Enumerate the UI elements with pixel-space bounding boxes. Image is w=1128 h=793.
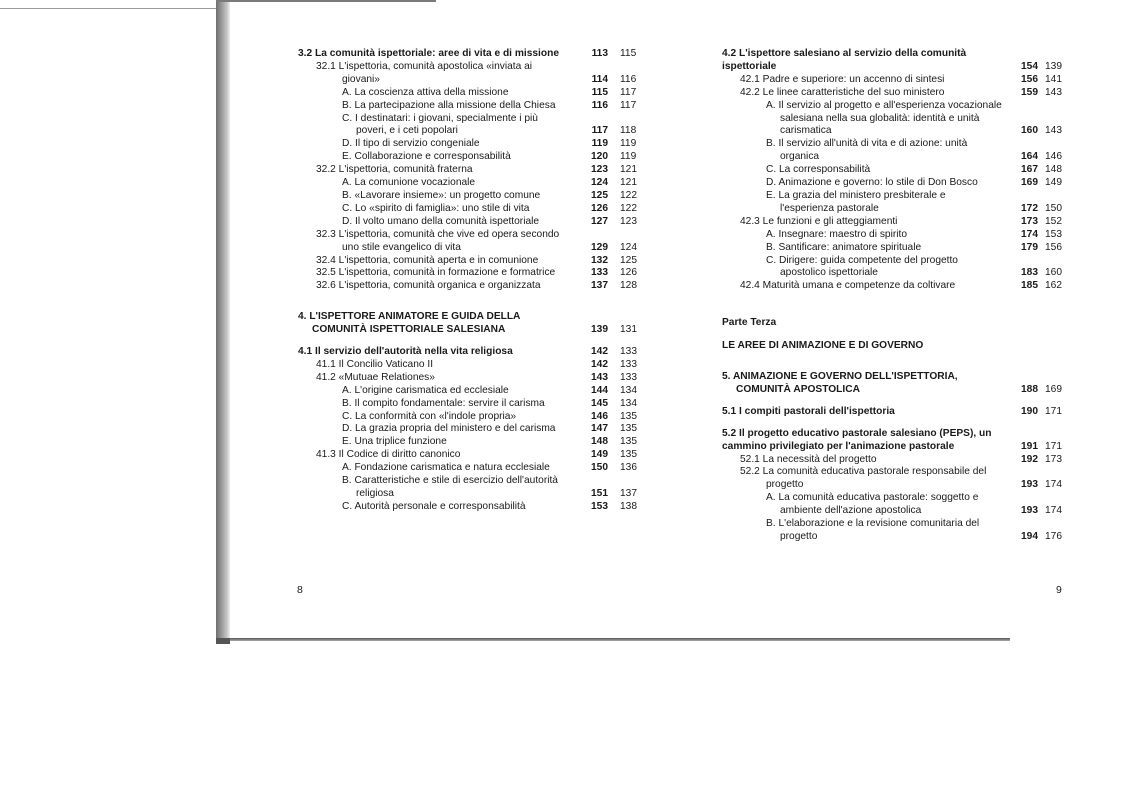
toc-entry xyxy=(298,501,636,514)
toc-entry-title: 52.1 La necessità del progetto xyxy=(740,453,877,465)
toc-original-page-number: 143 xyxy=(1045,86,1062,98)
toc-page-number: 120 xyxy=(591,151,608,163)
toc-original-page-number: 149 xyxy=(1045,177,1062,189)
toc-page-number: 142 xyxy=(591,346,608,358)
scan-edge-line xyxy=(0,8,230,9)
toc-original-page-number: 171 xyxy=(1045,405,1062,417)
toc-original-page-number: 171 xyxy=(1045,440,1062,452)
toc-entry xyxy=(298,398,636,411)
toc-page-number: 183 xyxy=(1021,267,1038,279)
toc-chapter-entry xyxy=(298,311,636,337)
toc-entry-title: 42.3 Le funzioni e gli atteggiamenti xyxy=(740,215,898,227)
toc-entry xyxy=(722,229,1068,242)
toc-entry xyxy=(722,87,1068,100)
toc-original-page-number: 174 xyxy=(1045,479,1062,491)
toc-entry-title: C. La corresponsabilità xyxy=(766,164,871,176)
toc-entry xyxy=(722,177,1068,190)
toc-page-number: 190 xyxy=(1021,405,1038,417)
toc-entry xyxy=(722,74,1068,87)
toc-entry xyxy=(298,229,636,255)
toc-page-number: 116 xyxy=(591,99,608,111)
toc-entry xyxy=(298,216,636,229)
part-title xyxy=(722,340,1068,353)
toc-entry xyxy=(298,462,636,475)
toc-page-number: 185 xyxy=(1021,280,1038,292)
part-label-text: Parte Terza xyxy=(722,317,777,329)
toc-original-page-number: 116 xyxy=(620,73,637,85)
toc-entry xyxy=(298,138,636,151)
toc-page-number: 164 xyxy=(1021,151,1038,163)
toc-original-page-number: 121 xyxy=(620,164,637,176)
toc-page-number: 188 xyxy=(1021,383,1038,395)
toc-page-number: 127 xyxy=(591,215,608,227)
part-label xyxy=(722,317,1068,330)
toc-entry-title: C. Dirigere: guida competente del progetto apostolico ispettoriale xyxy=(766,254,958,279)
toc-entry-title: D. La grazia propria del ministero e del carisma xyxy=(342,423,556,435)
toc-original-page-number: 150 xyxy=(1045,202,1062,214)
toc-original-page-number: 118 xyxy=(620,125,637,137)
toc-entry xyxy=(722,454,1068,467)
toc-entry xyxy=(298,61,636,87)
toc-page-number: 167 xyxy=(1021,164,1038,176)
toc-original-page-number: 135 xyxy=(620,410,637,422)
right-page-toc xyxy=(722,48,1068,544)
toc-page-number: 174 xyxy=(1021,228,1038,240)
toc-entry-title: 32.3 L'ispettoria, comunità che vive ed opera secondo uno stile evangelico di vita xyxy=(316,228,560,253)
toc-entry-title: 32.2 L'ispettoria, comunità fraterna xyxy=(316,164,473,176)
toc-entry-title: D. Il tipo di servizio congeniale xyxy=(342,138,480,150)
toc-entry-title: 41.1 Il Concilio Vaticano II xyxy=(316,358,434,370)
toc-original-page-number: 135 xyxy=(620,423,637,435)
toc-page-number: 154 xyxy=(1021,60,1038,72)
toc-entry-title: 5.2 Il progetto educativo pastorale salesiano (PEPS), un cammino privilegiato per l'animazione pastorale xyxy=(722,427,992,452)
spine-top-edge xyxy=(216,0,436,2)
toc-entry-title: A. La comunione vocazionale xyxy=(342,177,476,189)
toc-page-number: 153 xyxy=(591,500,608,512)
toc-entry xyxy=(722,138,1068,164)
toc-entry xyxy=(298,475,636,501)
toc-original-page-number: 122 xyxy=(620,202,637,214)
toc-entry-title: E. Una triplice funzione xyxy=(342,436,447,448)
toc-original-page-number: 174 xyxy=(1045,505,1062,517)
toc-entry-title: C. I destinatari: i giovani, specialmente i più poveri, e i ceti popolari xyxy=(342,112,538,137)
toc-original-page-number: 152 xyxy=(1045,215,1062,227)
toc-entry xyxy=(722,164,1068,177)
toc-entry xyxy=(722,492,1068,518)
toc-entry xyxy=(298,411,636,424)
toc-entry xyxy=(298,385,636,398)
toc-entry-title: C. Lo «spirito di famiglia»: uno stile di vita xyxy=(342,202,530,214)
toc-original-page-number: 119 xyxy=(620,151,637,163)
toc-entry-title: A. Il servizio al progetto e all'esperienza vocazionale salesiana nella sua globalità: identità e unità carismatica xyxy=(766,99,1002,137)
toc-entry xyxy=(298,48,636,61)
toc-page-number: 113 xyxy=(591,48,608,59)
toc-entry-title: 32.1 L'ispettoria, comunità apostolica «inviata ai giovani» xyxy=(316,60,533,85)
toc-original-page-number: 160 xyxy=(1045,267,1062,279)
toc-entry xyxy=(298,164,636,177)
toc-entry xyxy=(298,177,636,190)
toc-entry xyxy=(298,359,636,372)
toc-entry-title: 5.1 I compiti pastorali dell'ispettoria xyxy=(722,405,895,417)
toc-entry-title: 41.2 «Mutuae Relationes» xyxy=(316,371,435,383)
toc-page-number: 144 xyxy=(591,384,608,396)
toc-page-number: 156 xyxy=(1021,73,1038,85)
book-spine-shadow xyxy=(216,0,230,642)
toc-original-page-number: 123 xyxy=(620,215,637,227)
part-title-text: LE AREE DI ANIMAZIONE E DI GOVERNO xyxy=(722,340,924,352)
toc-entry xyxy=(722,190,1068,216)
toc-page-number: 114 xyxy=(591,73,608,85)
toc-entry-title: 5. ANIMAZIONE E GOVERNO DELL'ISPETTORIA, COMUNITÀ APOSTOLICA xyxy=(722,371,958,395)
toc-page-number: 193 xyxy=(1021,479,1038,491)
right-page-number: 9 xyxy=(1056,584,1062,596)
toc-entry xyxy=(298,346,636,359)
toc-page-number: 129 xyxy=(591,241,608,253)
toc-page-number: 150 xyxy=(591,462,608,474)
toc-entry xyxy=(722,406,1068,419)
toc-original-page-number: 143 xyxy=(1045,125,1062,137)
toc-original-page-number: 133 xyxy=(620,346,637,358)
toc-entry xyxy=(298,203,636,216)
toc-entry xyxy=(722,216,1068,229)
toc-entry-title: C. La conformità con «l'indole propria» xyxy=(342,410,517,422)
toc-entry xyxy=(722,466,1068,492)
toc-page-number: 145 xyxy=(591,397,608,409)
toc-original-page-number: 162 xyxy=(1045,280,1062,292)
toc-page-number: 151 xyxy=(591,488,608,499)
toc-entry-title: B. Santificare: animatore spirituale xyxy=(766,241,922,253)
toc-entry-title: B. La partecipazione alla missione della Chiesa xyxy=(342,99,556,111)
toc-page-number: 119 xyxy=(591,138,608,150)
toc-entry xyxy=(298,436,636,449)
toc-entry-title: C. Autorità personale e corresponsabilità xyxy=(342,500,526,512)
toc-page-number: 146 xyxy=(591,410,608,422)
toc-original-page-number: 133 xyxy=(620,358,637,370)
toc-original-page-number: 134 xyxy=(620,384,637,396)
toc-entry xyxy=(298,449,636,462)
toc-original-page-number: 117 xyxy=(620,99,637,111)
spine-bottom-edge xyxy=(216,638,230,644)
toc-page-number: 132 xyxy=(591,254,608,266)
toc-entry-title: A. La comunità educativa pastorale: soggetto e ambiente dell'azione apostolica xyxy=(766,492,979,517)
toc-page-number: 137 xyxy=(591,280,608,292)
toc-entry xyxy=(298,151,636,164)
toc-entry xyxy=(298,100,636,113)
toc-original-page-number: 121 xyxy=(620,177,637,189)
toc-entry xyxy=(722,518,1068,544)
toc-entry xyxy=(298,255,636,268)
toc-page-number: 191 xyxy=(1021,440,1038,452)
toc-original-page-number: 135 xyxy=(620,436,637,448)
toc-entry-title: 42.4 Maturità umana e competenze da coltivare xyxy=(740,280,956,292)
toc-entry xyxy=(298,113,636,139)
toc-entry xyxy=(722,428,1068,454)
toc-page-number: 192 xyxy=(1021,453,1038,465)
toc-entry xyxy=(722,255,1068,281)
toc-entry xyxy=(298,280,636,293)
toc-original-page-number: 119 xyxy=(620,138,637,150)
toc-entry xyxy=(722,242,1068,255)
toc-entry-title: B. Il servizio all'unità di vita e di azione: unità organica xyxy=(766,138,968,163)
toc-chapter-entry xyxy=(722,371,1068,397)
left-page-number: 8 xyxy=(297,584,303,596)
toc-original-page-number: 141 xyxy=(1045,73,1062,85)
toc-original-page-number: 138 xyxy=(620,500,637,512)
toc-original-page-number: 122 xyxy=(620,189,637,201)
toc-entry xyxy=(298,423,636,436)
toc-entry xyxy=(722,280,1068,293)
toc-page-number: 123 xyxy=(591,164,608,176)
toc-page-number: 160 xyxy=(1021,125,1038,137)
toc-page-number: 125 xyxy=(591,189,608,201)
toc-original-page-number: 128 xyxy=(620,280,637,292)
toc-entry-title: 52.2 La comunità educativa pastorale responsabile del progetto xyxy=(740,466,987,491)
toc-page-number: 147 xyxy=(591,423,608,435)
toc-entry-title: B. Il compito fondamentale: servire il carisma xyxy=(342,397,545,409)
toc-entry-title: B. Caratteristiche e stile di esercizio dell'autorità religiosa xyxy=(342,475,558,499)
toc-original-page-number: 137 xyxy=(620,488,637,499)
toc-original-page-number: 135 xyxy=(620,449,637,461)
toc-entry-title: 32.4 L'ispettoria, comunità aperta e in comunione xyxy=(316,254,539,266)
toc-page-number: 173 xyxy=(1021,215,1038,227)
toc-page-number: 194 xyxy=(1021,531,1038,542)
toc-original-page-number: 169 xyxy=(1045,383,1062,395)
toc-entry-title: D. Animazione e governo: lo stile di Don Bosco xyxy=(766,177,978,189)
toc-original-page-number: 133 xyxy=(620,371,637,383)
toc-entry-title: A. L'origine carismatica ed ecclesiale xyxy=(342,384,509,396)
toc-page-number: 115 xyxy=(591,86,608,98)
toc-page-number: 143 xyxy=(591,371,608,383)
toc-page-number: 179 xyxy=(1021,241,1038,253)
toc-entry-title: 4.2 L'ispettore salesiano al servizio della comunità ispettoriale xyxy=(722,48,967,72)
toc-entry-title: 3.2 La comunità ispettoriale: aree di vita e di missione xyxy=(298,48,559,59)
toc-entry-title: 42.1 Padre e superiore: un accenno di sintesi xyxy=(740,73,945,85)
toc-original-page-number: 156 xyxy=(1045,241,1062,253)
toc-page-number: 159 xyxy=(1021,86,1038,98)
toc-entry-title: E. La grazia del ministero presbiterale e l'esperienza pastorale xyxy=(766,189,946,214)
toc-page-number: 148 xyxy=(591,436,608,448)
toc-page-number: 117 xyxy=(591,125,608,137)
toc-page-number: 149 xyxy=(591,449,608,461)
toc-original-page-number: 125 xyxy=(620,254,637,266)
toc-page-number: 193 xyxy=(1021,505,1038,517)
toc-entry-title: 4.1 Il servizio dell'autorità nella vita religiosa xyxy=(298,346,513,358)
toc-entry-title: 4. L'ISPETTORE ANIMATORE E GUIDA DELLA COMUNITÀ ISPETTORIALE SALESIANA xyxy=(298,311,521,336)
toc-page-number: 142 xyxy=(591,358,608,370)
toc-entry xyxy=(298,372,636,385)
toc-entry-title: A. Insegnare: maestro di spirito xyxy=(766,228,907,240)
toc-entry-title: 32.5 L'ispettoria, comunità in formazione e formatrice xyxy=(316,267,556,279)
toc-entry-title: B. «Lavorare insieme»: un progetto comune xyxy=(342,189,541,201)
toc-entry xyxy=(722,48,1068,74)
left-page-toc xyxy=(298,48,636,514)
toc-original-page-number: 136 xyxy=(620,462,637,474)
toc-entry xyxy=(298,190,636,203)
toc-page-number: 126 xyxy=(591,202,608,214)
toc-page-number: 124 xyxy=(591,177,608,189)
page-bottom-edge xyxy=(230,638,1010,641)
toc-entry xyxy=(722,100,1068,139)
toc-original-page-number: 117 xyxy=(620,86,637,98)
toc-original-page-number: 153 xyxy=(1045,228,1062,240)
toc-original-page-number: 131 xyxy=(620,324,637,336)
toc-entry-title: 42.2 Le linee caratteristiche del suo ministero xyxy=(740,86,945,98)
toc-page-number: 172 xyxy=(1021,202,1038,214)
toc-original-page-number: 134 xyxy=(620,397,637,409)
toc-entry-title: B. L'elaborazione e la revisione comunitaria del progetto xyxy=(766,518,980,542)
toc-entry-title: D. Il volto umano della comunità ispettoriale xyxy=(342,215,540,227)
toc-entry xyxy=(298,87,636,100)
toc-original-page-number: 148 xyxy=(1045,164,1062,176)
toc-original-page-number: 146 xyxy=(1045,151,1062,163)
toc-entry-title: 41.3 Il Codice di diritto canonico xyxy=(316,449,461,461)
toc-entry-title: E. Collaborazione e corresponsabilità xyxy=(342,151,511,163)
toc-original-page-number: 173 xyxy=(1045,453,1062,465)
toc-entry-title: A. La coscienza attiva della missione xyxy=(342,86,509,98)
toc-entry-title: 32.6 L'ispettoria, comunità organica e organizzata xyxy=(316,280,541,292)
toc-entry-title: A. Fondazione carismatica e natura ecclesiale xyxy=(342,462,550,474)
toc-page-number: 133 xyxy=(591,267,608,279)
toc-original-page-number: 139 xyxy=(1045,60,1062,72)
toc-original-page-number: 115 xyxy=(620,48,637,59)
toc-original-page-number: 124 xyxy=(620,241,637,253)
toc-page-number: 139 xyxy=(591,324,608,336)
toc-original-page-number: 126 xyxy=(620,267,637,279)
toc-page-number: 169 xyxy=(1021,177,1038,189)
toc-original-page-number: 176 xyxy=(1045,531,1062,542)
toc-entry xyxy=(298,267,636,280)
